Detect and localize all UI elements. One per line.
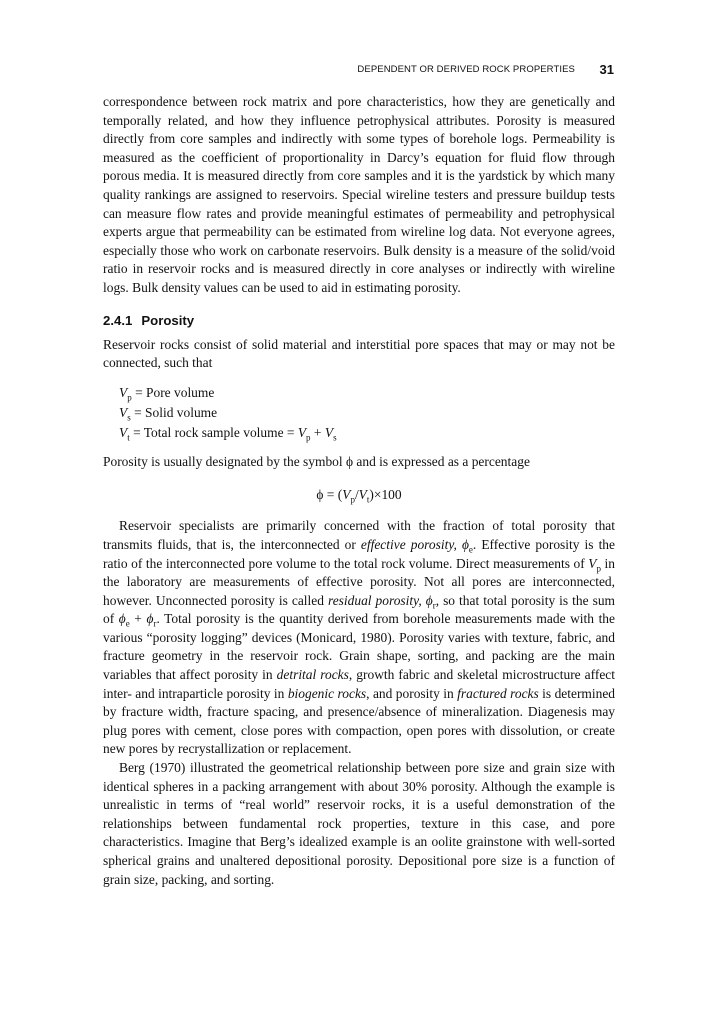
subscript: e <box>468 544 473 555</box>
page-number: 31 <box>599 62 614 77</box>
term-effective-porosity: effective porosity, ϕ <box>360 536 469 552</box>
symbol-v: V <box>119 384 128 400</box>
section-number: 2.4.1 <box>103 312 133 328</box>
subscript: s <box>333 432 337 443</box>
berg-paragraph: Berg (1970) illustrated the geometrical relationship between pore size and grain size with identical spheres in a packing arrangement with about 30% porosity. Although the example is unrealistic in terms of “real world” reservoir rocks, it is a useful demonstration of the relationships between fundamental rock properties, texture in this case, and pore characteristics. Imagine that Berg’s idealized example is an oolite grainstone with well-sorted spherical grains and unaltered depositional porosity. Depositional pore size is a function of grain size, packing, and sorting. <box>103 760 615 887</box>
subscript: t <box>127 432 130 443</box>
symbol-sentence: Porosity is usually designated by the symbol ϕ and is expressed as a percentage <box>103 453 530 469</box>
definition-pore-volume <box>119 383 615 403</box>
subscript: p <box>350 495 355 505</box>
text-run: . Total porosity is the quantity derived from borehole measurements made with the various “porosity logging” devices (Monicard, 1980). Porosity varies with texture, fabric, and fracture geometry in the reservoir rock. Grain shape, sorting, and packing are the main variables that affect porosity in <box>103 611 615 683</box>
definition-solid-volume <box>119 403 615 423</box>
formula-numerator: V <box>342 487 351 503</box>
intro-paragraph: correspondence between rock matrix and pore characteristics, how they are genetically and temporally related, and how they influence petrophysical attributes. Porosity is measured directly from core samples and indirectly with some types of borehole logs. Permeability is measured as the coefficient of proportionality in Darcy’s equation for fluid flow through porous media. It is measured directly from core samples and it is the yardstick by which many quality rankings are assigned to reservoirs. Special wireline testers and pressure buildup tests can measure flow rates and provide meaningful estimates of permeability and petrophysical experts argue that permeability can be estimated from wireline log data. Not everyone agrees, especially those who work on carbonate reservoirs. Bulk density is a measure of the solid/void ratio in reservoir rocks and is measured directly in core analyses or indirectly with wireline logs. Bulk density values can be used to aid in estimating porosity. <box>103 94 615 295</box>
symbol-v: V <box>588 555 597 571</box>
term-detrital-rocks: detrital rocks <box>276 667 349 683</box>
symbol-v: V <box>119 404 128 420</box>
definition-text: = Pore volume <box>135 384 215 400</box>
subscript: p <box>596 563 601 574</box>
body-text <box>103 93 615 889</box>
section-title: Porosity <box>141 312 195 328</box>
text-run: , so that total porosity is the sum of <box>103 592 616 627</box>
definition-text: = Solid volume <box>134 404 218 420</box>
formula-denominator: V <box>358 487 367 503</box>
porosity-formula <box>103 485 615 505</box>
subscript: p <box>306 432 311 443</box>
symbol-v: V <box>297 424 307 440</box>
text-run: is determined by fracture width, fracture spacing, and presence/absence of mineralization. Diagenesis may plug pores with cement, close pores with compaction, open pores with dissolution, or create new pores by recrystallization or replacement. <box>103 685 616 757</box>
term-biogenic-rocks: biogenic rocks <box>287 685 367 701</box>
symbol-phi: ϕ <box>146 611 154 627</box>
definition-text: = Total rock sample volume = <box>133 424 298 440</box>
symbol-v: V <box>119 424 128 440</box>
text-run: . Effective porosity is the ratio of the interconnected pore volume to the total rock volume. Direct measurements of <box>103 536 615 571</box>
subscript: r <box>153 618 157 629</box>
subscript: r <box>432 600 436 611</box>
subscript: t <box>366 495 370 505</box>
formula-slash: / <box>354 487 359 503</box>
text-run: Reservoir specialists are primarily concerned with the fraction of total porosity that transmits fluids, that is, the interconnected or <box>103 518 615 552</box>
running-head <box>103 62 615 78</box>
volume-definitions <box>103 383 615 443</box>
subscript: s <box>127 412 131 423</box>
subscript: p <box>127 392 132 403</box>
plus-sign: + <box>310 424 325 440</box>
term-residual-porosity: residual porosity, ϕ <box>327 592 433 608</box>
text-run: , growth fabric and skeletal microstructure affect inter- and intraparticle porosity in <box>103 667 616 701</box>
text-run: , and porosity in <box>366 685 458 701</box>
text-run: in the laboratory are measurements of effective porosity. Not all pores are interconnected, however. Unconnected porosity is called <box>103 555 615 608</box>
book-page <box>103 0 615 1024</box>
section-heading <box>103 312 615 330</box>
term-fractured-rocks: fractured rocks <box>457 685 539 701</box>
definition-total-volume <box>119 423 615 443</box>
plus-sign: + <box>129 611 147 627</box>
subscript: e <box>125 618 130 629</box>
effective-porosity-paragraph <box>103 517 615 759</box>
symbol-v: V <box>324 424 334 440</box>
running-title: DEPENDENT OR DERIVED ROCK PROPERTIES <box>357 64 575 75</box>
porosity-intro: Reservoir rocks consist of solid material and interstitial pore spaces that may or may not be connected, such that <box>103 336 615 371</box>
formula-rhs: )×100 <box>369 487 402 503</box>
formula-lhs: ϕ = ( <box>316 487 343 503</box>
symbol-phi: ϕ <box>118 611 126 627</box>
